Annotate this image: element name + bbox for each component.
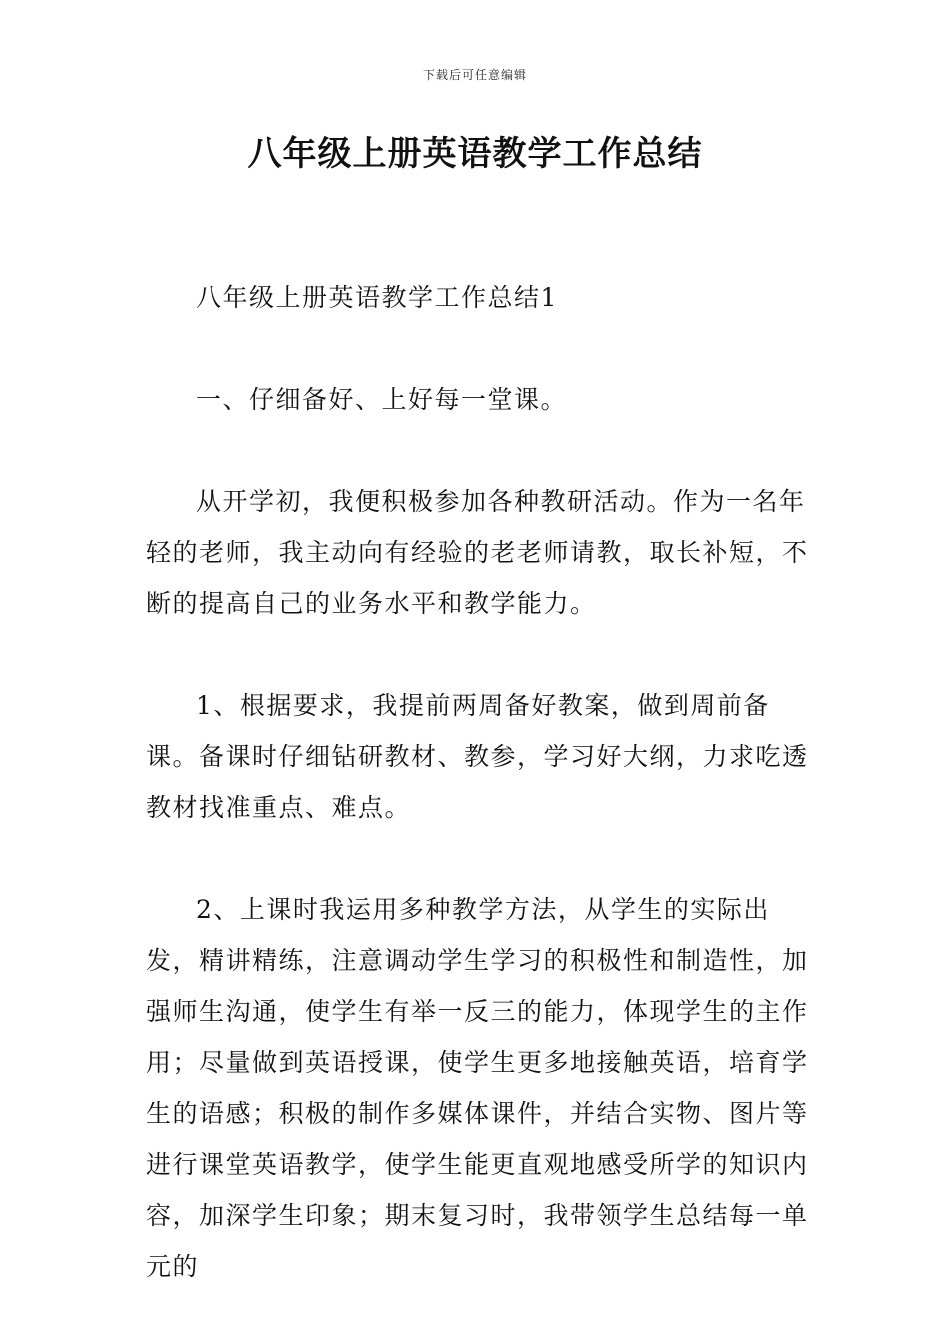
section-heading: 八年级上册英语教学工作总结1 [196, 283, 558, 312]
body-paragraph: 1、根据要求，我提前两周备好教案，做到周前备课。备课时仔细钻研教材、教参，学习好大纲，力求吃透教材找准重点、难点。 [146, 691, 809, 822]
document-title: 八年级上册英语教学工作总结 [247, 134, 703, 174]
document-body [146, 272, 816, 1343]
body-paragraph: 从开学初，我便积极参加各种教研活动。作为一名年轻的老师，我主动向有经验的老老师请教，取长补短，不断的提高自己的业务水平和教学能力。 [146, 487, 809, 618]
subsection-heading: 一、仔细备好、上好每一堂课。 [196, 385, 568, 414]
header-note: 下载后可任意编辑 [422, 68, 527, 82]
body-paragraph: 2、上课时我运用多种教学方法，从学生的实际出发，精讲精练，注意调动学生学习的积极性和制造性，加强师生沟通，使学生有举一反三的能力，体现学生的主作用；尽量做到英语授课，使学生更多地接触英语，培育学生的语感；积极的制作多媒体课件，并结合实物、图片等进行课堂英语教学，使学生能更直观地感受所学的知识内容，加深学生印象；期末复习时，我带领学生总结每一单元的 [146, 895, 809, 1281]
